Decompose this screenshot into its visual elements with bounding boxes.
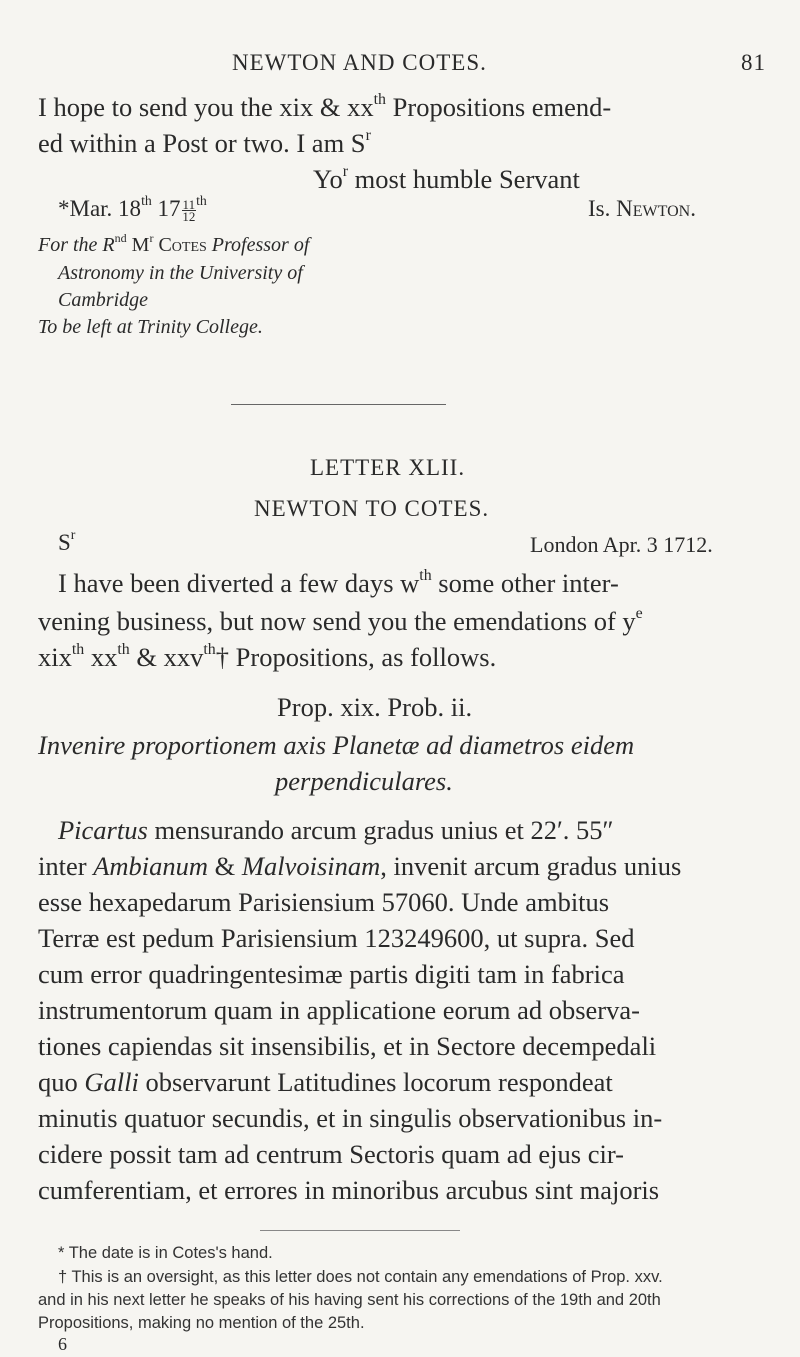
paragraph-1-line-2: vening business, but now send you the emendations of $y^e$ [38, 604, 643, 636]
salutation: $S^r$ [58, 527, 76, 555]
body-line: instrumentorum quam in applicatione eorum ad observa- [38, 995, 640, 1025]
place-date: London Apr. 3 1712. [530, 532, 713, 557]
page-number: 81 [741, 50, 766, 75]
letter-date: *Mar. 18th 17 $\frac{11}{12}$ $^{th}$ [58, 193, 207, 225]
latin-title-line-1: Invenire proportionem axis Planetæ ad diametros eidem [38, 730, 635, 760]
signature-mark: 6 [58, 1334, 67, 1354]
letter-subheading: NEWTON TO COTES. [254, 496, 490, 521]
body-line: cidere possit tam ad centrum Sectoris quam ad ejus cir- [38, 1139, 624, 1169]
signature: Is. Newton. [588, 196, 696, 221]
footnote-rule [260, 1230, 460, 1231]
prev-letter-line-2: ed within a Post or two. I am $S^r$ [38, 126, 371, 158]
body-line: tiones capiendas sit insensibilis, et in Sectore decempedali [38, 1031, 657, 1061]
latin-title-line-2: perpendiculares. [275, 766, 453, 796]
body-line-1: Picartus mensurando arcum gradus unius et 22′. 55″ [58, 815, 614, 845]
section-divider [231, 404, 446, 405]
footnote-2-line-1: † This is an oversight, as this letter does not contain any emendations of Prop. xxv. [58, 1268, 663, 1286]
body-line: minutis quatuor secundis, et in singulis observationibus in- [38, 1103, 663, 1133]
header-title: NEWTON AND COTES. [232, 50, 487, 75]
paragraph-1-line-3: xix$^{th}$ $xx^{th}$ & xxv$^{th}$† Propositions, as follows. [38, 640, 497, 672]
footnote-1: * The date is in Cotes's hand. [58, 1244, 273, 1262]
body-line: Terræ est pedum Parisiensium 123249600, ut supra. Sed [38, 923, 635, 953]
footnote-2-line-2: and in his next letter he speaks of his having sent his corrections of the 19th and 20th [38, 1291, 661, 1309]
body-line: cumferentiam, et errores in minoribus arcubus sint majoris [38, 1175, 660, 1205]
date-fraction: $\frac{11}{12}$ [182, 197, 196, 225]
address-line-1: For the $R^{nd}$ $M^r$ Cotes Professor of [38, 230, 310, 256]
body-line: cum error quadringentesimæ partis digiti tam in fabrica [38, 959, 625, 989]
prev-letter-line-1: I hope to send you the xix & $xx^{th}$ Propositions emend- [38, 90, 612, 122]
paragraph-1-line-1: I have been diverted a few days $w^{th}$ some other inter- [58, 566, 619, 598]
address-line-3: Cambridge [58, 289, 148, 311]
footnote-2-line-3: Propositions, making no mention of the 25th. [38, 1314, 365, 1332]
proposition-heading: Prop. xix. Prob. ii. [277, 692, 473, 722]
closing-line: Yo$^r$ most humble Servant [313, 162, 580, 194]
letter-heading: LETTER XLII. [310, 455, 466, 480]
body-line: inter Ambianum & Malvoisinam, invenit arcum gradus unius [38, 851, 682, 881]
body-line: esse hexapedarum Parisiensium 57060. Unde ambitus [38, 887, 610, 917]
address-line-2: Astronomy in the University of [58, 262, 303, 284]
address-line-4: To be left at Trinity College. [38, 316, 263, 338]
body-line: quo Galli observarunt Latitudines locorum respondeat [38, 1067, 613, 1097]
